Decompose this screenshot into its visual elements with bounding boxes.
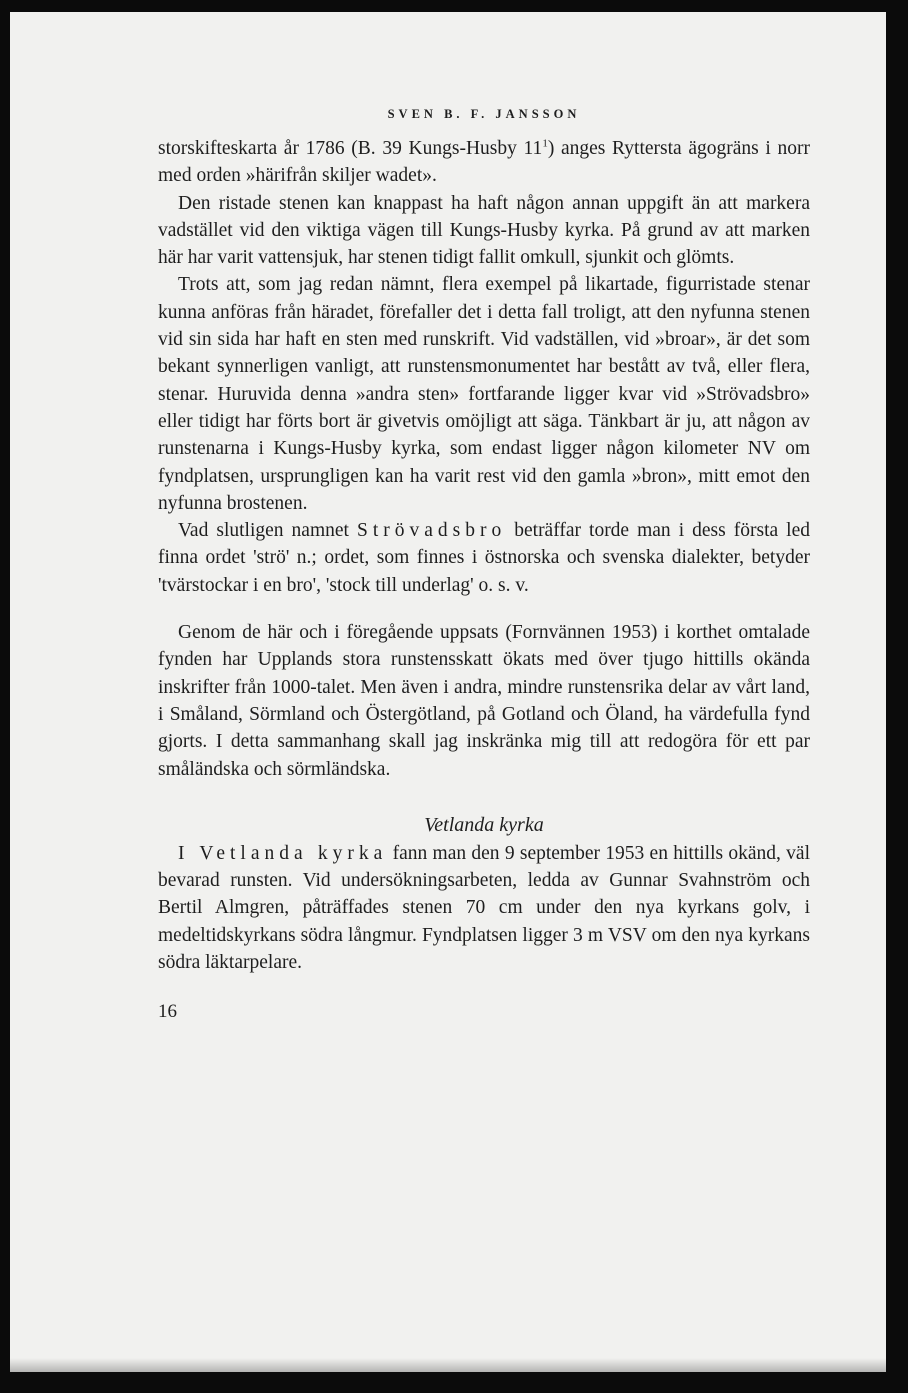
paragraph [158, 517, 810, 599]
page-content [158, 105, 810, 1024]
spaced-term: Strövadsbro [356, 520, 507, 542]
paragraph-continuation [158, 135, 810, 190]
paragraph: Trots att, som jag redan nämnt, flera exempel på likartade, figurristade stenar kunna anföras från häradet, förefaller det i detta fall troligt, att den nyfunna stenen vid sin sida har haft en sten med runskrift. Vid vadställen, vid »broar», är det som bekant synnerligen vanligt, att runstensmonumentet har bestått av två, eller flera, stenar. Huruvida denna »andra sten» fortfarande ligger kvar vid »Strövadsbro» eller tidigt har förts bort är givetvis omöjligt att säga. Tänkbart är ju, att någon av runstenarna i Kungs-Husby kyrka, som endast ligger någon kilometer NV om fyndplatsen, ursprungligen kan ha varit rest vid den gamla »bron», mitt emot den nyfunna brostenen. [158, 274, 810, 514]
spaced-term: I Vetlanda kyrka [178, 842, 388, 864]
paragraph-text: beträffar torde man i dess första led finna ordet 'strö' n.; ordet, som finnes i östnorska och svenska dialekter, betyder 'tvärstockar i en bro', 'stock till underlag' o. s. v. [158, 520, 810, 596]
section-heading: Vetlanda kyrka [424, 813, 544, 836]
running-head: SVEN B. F. JANSSON [387, 107, 581, 121]
page-number: 16 [158, 1001, 177, 1023]
paragraph-text: ) anges Ryttersta ägogräns i norr med orden »härifrån skiljer wadet». [158, 138, 810, 187]
paragraph: Genom de här och i föregående uppsats (Fornvännen 1953) i korthet omtalade fynden har Upplands stora runstensskatt ökats med över tjugo hittills okända inskrifter från 1000-talet. Men även i andra, mindre runstensrika delar av vårt land, i Småland, Sörmland och Östergötland, på Gotland och Öland, ha värdefulla fynd gjorts. I detta sammanhang skall jag inskränka mig till att redogöra för ett par småländska och sörmländska. [158, 622, 810, 780]
paragraph [158, 840, 810, 976]
paragraph-text: Vad slutligen namnet [178, 520, 357, 542]
paragraph-text: fann man den 9 september 1953 en hittills okänd, väl bevarad runsten. Vid undersökningsarbeten, ledda av Gunnar Svahnström och Bertil Almgren, påträffades stenen 70 cm under den nya kyrkans golv, i medeltidskyrkans södra långmur. Fyndplatsen ligger 3 m VSV om den nya kyrkans södra läktarpelare. [158, 842, 810, 974]
footnote-marker: 1 [542, 137, 548, 150]
paragraph: Den ristade stenen kan knappast ha haft någon annan uppgift än att markera vadstället vid den viktiga vägen till Kungs-Husby kyrka. På grund av att marken här har varit vattensjuk, har stenen tidigt fallit omkull, sjunkit och glömts. [158, 192, 810, 269]
paragraph-text: storskifteskarta år 1786 (B. 39 Kungs-Husby 11 [158, 138, 543, 159]
scanned-page [10, 12, 886, 1372]
